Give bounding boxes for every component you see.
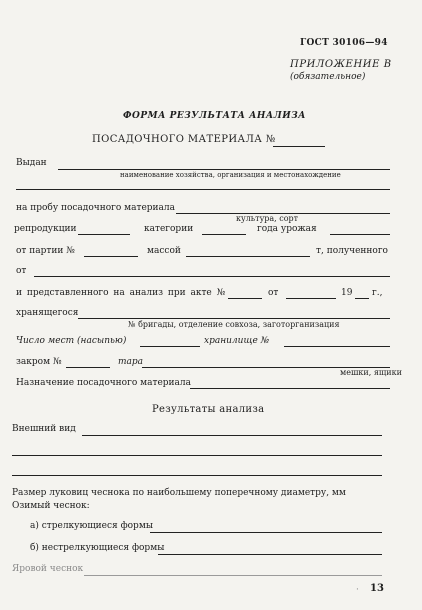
issued-line-2 <box>16 189 390 190</box>
mass-line <box>186 256 310 257</box>
year-prefix: 19 <box>341 288 353 298</box>
page-number: 13 <box>370 583 384 594</box>
container-hint: мешки, ящики <box>340 368 402 377</box>
category-label: категории <box>144 224 194 234</box>
storage-line <box>284 346 390 347</box>
gost-number: ГОСТ 30106—94 <box>300 38 388 48</box>
storage-label: хранилище № <box>204 336 270 346</box>
act-from-label: от <box>268 288 279 298</box>
winter-garlic-label: Озимый чеснок: <box>12 501 90 511</box>
harvest-year-line <box>330 234 390 235</box>
footer-mark: · <box>356 585 359 595</box>
issued-line <box>58 169 390 170</box>
category-line <box>202 234 246 235</box>
appearance-line <box>82 435 382 436</box>
issued-hint: наименование хозяйства, организация и местонахождение <box>120 171 341 179</box>
reproduction-line <box>78 234 130 235</box>
places-line <box>140 346 200 347</box>
appearance-line-2 <box>12 455 382 456</box>
spring-garlic-line <box>84 575 382 576</box>
stored-hint: № бригады, отделение совхоза, заготорганизация <box>128 320 340 329</box>
purpose-line <box>190 388 390 389</box>
option-b-line <box>158 554 382 555</box>
from-label: от <box>16 266 27 276</box>
appendix-type: (обязательное) <box>290 72 366 82</box>
spring-garlic-label: Яровой чеснок <box>12 564 84 574</box>
year-suffix: г., <box>372 288 383 298</box>
act-date-line <box>286 298 336 299</box>
culture-hint: культура, сорт <box>236 214 299 223</box>
year-line <box>355 298 369 299</box>
bookmark-label: закром № <box>16 357 62 367</box>
form-subtitle: ПОСАДОЧНОГО МАТЕРИАЛА № <box>92 134 276 145</box>
submitted-label: и представленного на анализ при акте № <box>16 288 226 298</box>
mass-label: массой <box>147 246 181 256</box>
bulb-size-label: Размер луковиц чеснока по наибольшему поперечному диаметру, мм <box>12 488 346 498</box>
appendix-label: ПРИЛОЖЕНИЕ В <box>290 59 392 70</box>
appearance-line-3 <box>12 475 382 476</box>
appearance-label: Внешний вид <box>12 424 76 434</box>
sample-label: на пробу посадочного материала <box>16 203 176 213</box>
purpose-label: Назначение посадочного материала <box>16 378 191 388</box>
form-title: ФОРМА РЕЗУЛЬТАТА АНАЛИЗА <box>123 111 307 121</box>
from-line <box>34 276 390 277</box>
bookmark-line <box>66 367 110 368</box>
container-label: тара <box>118 357 144 367</box>
act-number-line <box>228 298 262 299</box>
stored-line <box>78 318 390 319</box>
results-heading: Результаты анализа <box>152 404 265 415</box>
issued-label: Выдан <box>16 158 47 168</box>
received-label: т, полученного <box>316 246 388 256</box>
places-label: Число мест (насыпью) <box>16 336 127 346</box>
stored-label: хранящегося <box>16 308 79 318</box>
batch-line <box>84 256 138 257</box>
reproduction-label: репродукции <box>14 224 77 234</box>
form-number-line <box>273 146 325 147</box>
batch-label: от партии № <box>16 246 75 256</box>
option-a-line <box>150 532 382 533</box>
option-a-label: а) стрелкующиеся формы <box>30 521 153 531</box>
option-b-label: б) нестрелкующиеся формы <box>30 543 165 553</box>
harvest-year-label: года урожая <box>257 224 317 234</box>
